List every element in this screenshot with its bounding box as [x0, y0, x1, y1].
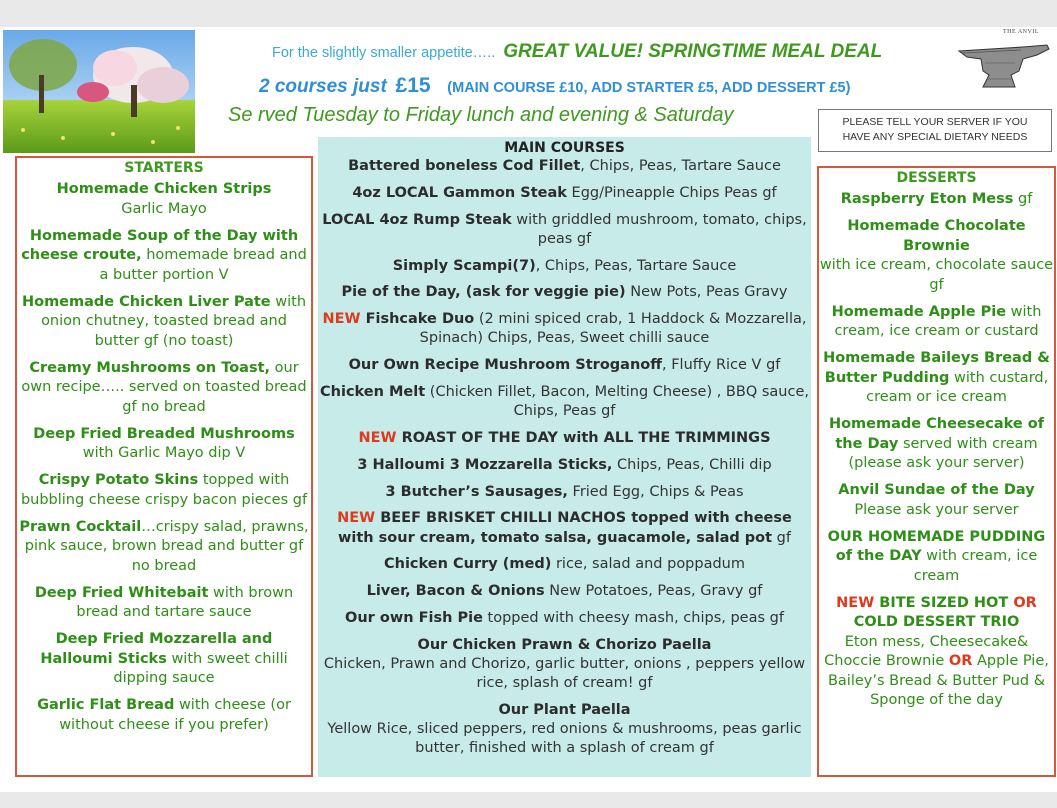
main-item: Battered boneless Cod Fillet, Chips, Peas, Tartare Sauce — [348, 158, 781, 174]
price-breakdown: (MAIN COURSE £10, ADD STARTER £5, ADD DESSERT £5) — [447, 80, 851, 96]
main-item: Chicken Curry (med) rice, salad and poppadum — [384, 556, 745, 573]
main-item: NEW Fishcake Duo (2 mini spiced crab, 1 Haddock & Mozzarella, Spinach) Chips, Peas, Sweet chilli sauce — [322, 311, 807, 347]
notice-line-1: PLEASE TELL YOUR SERVER IF YOU — [842, 116, 1028, 128]
dessert-trio: NEW BITE SIZED HOT OR COLD DESSERT TRIO Eton mess, Cheesecake& Choccie Brownie OR Apple Pie, Bailey’s Bread & Butter Pud & Sponge of the day — [824, 594, 1049, 708]
main-courses-section — [318, 137, 811, 777]
anvil-icon — [953, 35, 1053, 95]
dessert-item: Homemade Baileys Bread & Butter Pudding with custard, cream or ice cream — [823, 350, 1050, 405]
main-item: Our Chicken Prawn & Chorizo Paella Chicken, Prawn and Chorizo, garlic butter, onions , peppers yellow rice, splash of cream! gf — [323, 636, 806, 692]
spring-orchard-photo — [3, 30, 195, 153]
main-item: LOCAL 4oz Rump Steak with griddled mushroom, tomato, chips, peas gf — [322, 211, 807, 247]
main-item: Our own Fish Pie topped with cheesy mash, chips, peas gf — [345, 609, 784, 626]
dessert-item: OUR HOMEMADE PUDDING of the DAY with cream, ice cream — [827, 528, 1046, 584]
starter-item: Deep Fried Breaded Mushrooms with Garlic Mayo dip V — [33, 425, 295, 461]
anvil-logo-text: THE ANVIL — [1003, 29, 1039, 35]
starter-item: Prawn Cocktail…crispy salad, prawns, pink sauce, brown bread and butter gf no bread — [19, 518, 309, 574]
starter-item: Crispy Potato Skins topped with bubbling cheese crispy bacon pieces gf — [20, 472, 308, 508]
intro-text: For the slightly smaller appetite….. — [272, 45, 496, 61]
dessert-item: Raspberry Eton Mess gf — [840, 191, 1033, 207]
starter-item: Garlic Flat Bread with cheese (or without cheese if you prefer) — [37, 697, 291, 733]
price-line — [259, 74, 850, 98]
main-item: 3 Butcher’s Sausages, Fried Egg, Chips & Peas — [385, 483, 744, 500]
starters-section — [15, 156, 313, 777]
main-item: Liver, Bacon & Onions New Potatoes, Peas, Gravy gf — [366, 583, 763, 600]
intro-line — [272, 41, 882, 63]
anvil-logo — [953, 29, 1053, 101]
starter-item: Deep Fried Whitebait with brown bread and tartare sauce — [34, 584, 294, 620]
main-item: Our Plant Paella Yellow Rice, sliced peppers, red onions & mushrooms, peas garlic butter, finished with a splash of cream gf — [327, 701, 802, 757]
main-item: NEW BEEF BRISKET CHILLI NACHOS topped with cheese with sour cream, tomato salsa, guacamole, salad pot gf — [337, 510, 792, 546]
main-title: MAIN COURSES — [504, 140, 625, 156]
dessert-item: Homemade Chocolate Brownie with ice cream, chocolate sauce gf — [819, 218, 1054, 293]
starter-item: Homemade Soup of the Day with cheese croute, homemade bread and a butter portion V — [21, 227, 307, 283]
starter-item: Homemade Chicken Liver Pate with onion chutney, toasted bread and butter gf (no toast) — [21, 293, 307, 349]
main-item: Simply Scampi(7), Chips, Peas, Tartare Sauce — [392, 257, 737, 274]
courses-text: 2 courses just — [259, 76, 387, 97]
desserts-title: DESSERTS — [896, 170, 977, 186]
menu-sheet — [0, 27, 1057, 792]
main-item: NEW ROAST OF THE DAY with ALL THE TRIMMINGS — [358, 429, 771, 446]
dessert-item: Anvil Sundae of the Day Please ask your server — [838, 482, 1035, 518]
desserts-section — [817, 166, 1056, 777]
starter-item: Homemade Chicken Strips Garlic Mayo — [56, 181, 272, 217]
starters-title: STARTERS — [124, 160, 204, 176]
deal-title: GREAT VALUE! SPRINGTIME MEAL DEAL — [503, 41, 883, 62]
starter-item: Deep Fried Mozzarella and Halloumi Sticks with sweet chilli dipping sauce — [40, 631, 288, 686]
main-item: 3 Halloumi 3 Mozzarella Sticks, Chips, Peas, Chilli dip — [357, 456, 772, 473]
served-line: Se rved Tuesday to Friday lunch and evening & Saturday — [228, 104, 734, 126]
notice-line-2: HAVE ANY SPECIAL DIETARY NEEDS — [842, 131, 1028, 143]
main-item: Chicken Melt (Chicken Fillet, Bacon, Melting Cheese) , BBQ sauce, Chips, Peas gf — [320, 383, 809, 420]
dietary-notice — [818, 109, 1052, 152]
main-item: Pie of the Day, (ask for veggie pie) New Pots, Peas Gravy — [341, 284, 788, 301]
deal-price: £15 — [395, 74, 431, 97]
dessert-item: Homemade Apple Pie with cream, ice cream or custard — [831, 303, 1042, 339]
starter-item: Creamy Mushrooms on Toast, our own recipe….. served on toasted bread gf no bread — [21, 359, 307, 415]
dessert-item: Homemade Cheesecake of the Day served with cream (please ask your server) — [828, 416, 1045, 471]
main-item: Our Own Recipe Mushroom Stroganoff, Fluffy Rice V gf — [348, 357, 781, 374]
main-item: 4oz LOCAL Gammon Steak Egg/Pineapple Chips Peas gf — [352, 184, 777, 201]
